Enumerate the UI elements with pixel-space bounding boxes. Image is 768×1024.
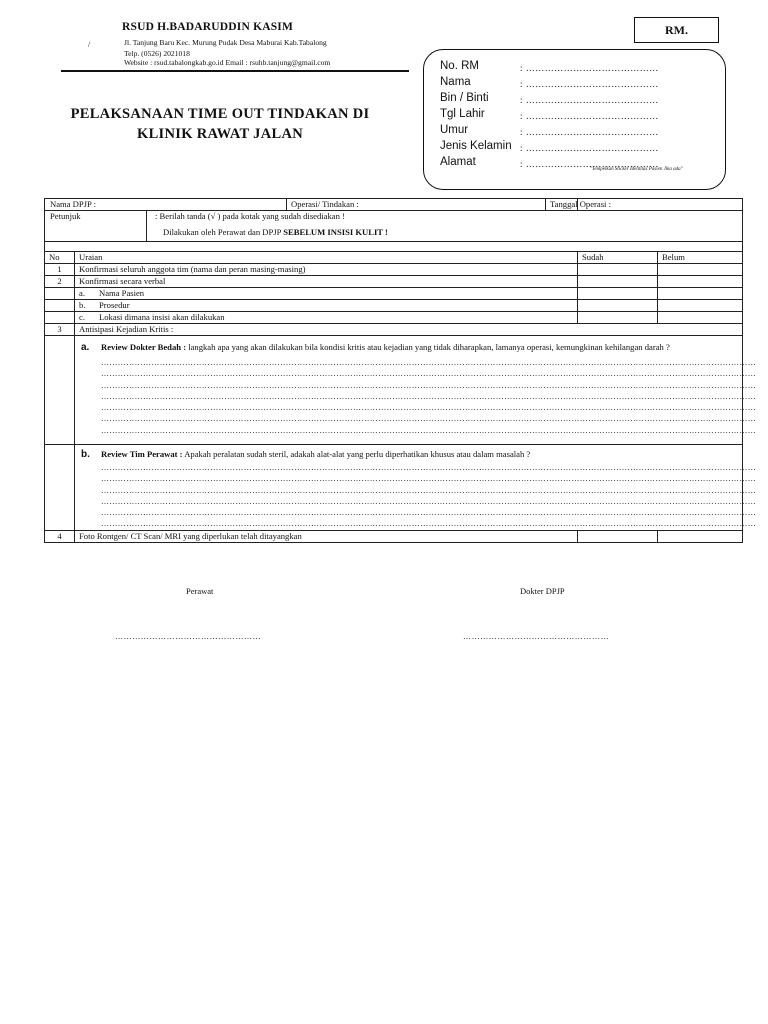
sub-row [75, 312, 578, 324]
signature-role-dokter: Dokter DPJP [520, 586, 565, 596]
sub-row-letter: b. [79, 300, 86, 310]
patient-field-label-alamat: Alamat [440, 156, 476, 168]
answer-line: ……………………………………………………………………………………………………………………………………………………………………………………………………………… [101, 463, 757, 472]
patient-field-label-tgl-lahir: Tgl Lahir [440, 108, 485, 120]
review-dokter-label: Review Dokter Bedah : [101, 342, 187, 352]
review-perawat-label: Review Tim Perawat : [101, 449, 183, 459]
review-dokter-row [45, 336, 743, 445]
petunjuk-instruction: : Berilah tanda (√ ) pada kotak yang sudah disediakan ! [155, 211, 345, 221]
rm-label: RM. [665, 22, 688, 37]
time-out-table [44, 198, 757, 543]
signature-role-perawat: Perawat [186, 586, 214, 596]
petunjuk-label: Petunjuk [45, 211, 147, 241]
sub-row-text: Lokasi dimana insisi akan dilakukan [99, 312, 225, 322]
sub-row [75, 300, 578, 312]
sub-row-text: Prosedur [99, 300, 130, 310]
info-row [45, 199, 743, 211]
form-title [40, 104, 400, 144]
review-dokter-question [81, 338, 736, 357]
patient-field-value-jenis-kelamin[interactable]: : …………………………………… [520, 143, 659, 153]
sudah-checkbox-cell[interactable] [578, 276, 658, 288]
sub-row-letter: a. [79, 288, 85, 298]
table-row [45, 288, 743, 300]
review-perawat-text: Apakah peralatan sudah steril, adakah alat-alat yang perlu diperhatikan khusus atau dalam masalah ? [182, 449, 531, 459]
answer-line: ……………………………………………………………………………………………………………………………………………………………………………………………………………… [101, 519, 757, 529]
review-dokter-answer-lines[interactable] [81, 357, 757, 436]
table-row [45, 530, 743, 542]
tanggal-operasi-field[interactable]: Tanggal Operasi : [545, 199, 742, 210]
sticker-note: "Tempelkan Sticker Identitas Pasien Jika ada" [590, 167, 683, 172]
row-text: Konfirmasi seluruh anggota tim (nama dan peran masing-masing) [75, 264, 578, 276]
header-divider [61, 70, 409, 72]
answer-line: ……………………………………………………………………………………………………………………………………………………………………………………………………………… [101, 380, 757, 390]
answer-line: ……………………………………………………………………………………………………………………………………………………………………………………………………………… [101, 496, 757, 506]
rm-box [634, 17, 719, 43]
row-number [45, 312, 75, 324]
answer-line: ……………………………………………………………………………………………………………………………………………………………………………………………………………… [101, 358, 757, 367]
patient-field-value-bin-binti[interactable]: : …………………………………… [520, 95, 659, 105]
hospital-phone: Telp. (0526) 2021018 [124, 49, 190, 58]
patient-field-value-nama[interactable]: : …………………………………… [520, 79, 659, 89]
row-number [45, 300, 75, 312]
form-title-line-2: KLINIK RAWAT JALAN [136, 126, 303, 142]
patient-field-value-tgl-lahir[interactable]: : …………………………………… [520, 111, 659, 121]
answer-line: ……………………………………………………………………………………………………………………………………………………………………………………………………………… [101, 369, 757, 379]
patient-field-label-jenis-kelamin: Jenis Kelamin [440, 140, 512, 152]
nama-dpjp-field[interactable]: Nama DPJP : [45, 199, 287, 210]
belum-checkbox-cell[interactable] [658, 264, 743, 276]
col-header-no: No [45, 252, 75, 264]
sub-row-letter: c. [79, 312, 85, 322]
patient-field-value-alamat[interactable]: : …………………………………… [520, 159, 659, 169]
slash-mark: / [88, 40, 91, 49]
sudah-checkbox-cell[interactable] [578, 264, 658, 276]
row-number: 4 [45, 530, 75, 542]
signature-line-perawat[interactable]: …………………………………………… [115, 632, 262, 641]
row-text: Foto Rontgen/ CT Scan/ MRI yang diperlukan telah ditayangkan [75, 530, 578, 542]
table-row [45, 276, 743, 288]
spacer-row [45, 242, 743, 252]
patient-field-label-no-rm: No. RM [440, 60, 479, 72]
operasi-tindakan-field[interactable]: Operasi/ Tindakan : [291, 199, 359, 209]
hospital-website-email: Website : rsud.tabalongkab.go.id Email : rsuhb.tanjung@gmail.com [124, 58, 331, 67]
petunjuk-note-bold: SEBELUM INSISI KULIT ! [283, 227, 388, 237]
belum-checkbox-cell[interactable] [658, 288, 743, 300]
row-number: 1 [45, 264, 75, 276]
answer-line: ……………………………………………………………………………………………………………………………………………………………………………………………………………… [101, 508, 757, 518]
answer-line: ……………………………………………………………………………………………………………………………………………………………………………………………………………… [101, 403, 757, 413]
petunjuk-row [45, 211, 743, 242]
sudah-checkbox-cell[interactable] [578, 530, 658, 542]
answer-line: ……………………………………………………………………………………………………………………………………………………………………………………………………………… [101, 474, 757, 484]
sub-row-text: Nama Pasien [99, 288, 145, 298]
table-row [45, 312, 743, 324]
patient-field-label-bin-binti: Bin / Binti [440, 92, 489, 104]
petunjuk-note [155, 227, 742, 238]
sudah-checkbox-cell[interactable] [578, 288, 658, 300]
review-perawat-row [45, 445, 743, 531]
review-dokter-text: langkah apa yang akan dilakukan bila kondisi kritis atau kejadian yang tidak diharapkan, lamanya operasi, kemungkinan kehilangan darah ? [186, 342, 670, 352]
col-header-sudah: Sudah [578, 252, 658, 264]
answer-line: ……………………………………………………………………………………………………………………………………………………………………………………………………………… [101, 391, 757, 401]
form-title-line-1: PELAKSANAAN TIME OUT TINDAKAN DI [70, 106, 370, 122]
patient-field-label-nama: Nama [440, 76, 471, 88]
sudah-checkbox-cell[interactable] [578, 312, 658, 324]
belum-checkbox-cell[interactable] [658, 276, 743, 288]
row-number [45, 288, 75, 300]
answer-line: ……………………………………………………………………………………………………………………………………………………………………………………………………………… [101, 425, 757, 435]
belum-checkbox-cell[interactable] [658, 530, 743, 542]
col-header-belum: Belum [658, 252, 743, 264]
review-dokter-letter: a. [81, 342, 90, 353]
signature-line-dokter[interactable]: …………………………………………… [463, 632, 610, 641]
row-text: Konfirmasi secara verbal [75, 276, 578, 288]
row-number: 2 [45, 276, 75, 288]
patient-field-label-umur: Umur [440, 124, 469, 136]
answer-line: ……………………………………………………………………………………………………………………………………………………………………………………………………………… [101, 485, 757, 495]
review-perawat-question [81, 447, 736, 462]
answer-line: ……………………………………………………………………………………………………………………………………………………………………………………………………………… [101, 414, 757, 424]
hospital-address: Jl. Tanjung Baru Kec. Murung Pudak Desa Maburai Kab.Tabalong [124, 38, 327, 47]
belum-checkbox-cell[interactable] [658, 300, 743, 312]
sudah-checkbox-cell[interactable] [578, 300, 658, 312]
row-number: 3 [45, 324, 75, 336]
col-header-uraian: Uraian [75, 252, 578, 264]
column-header-row [45, 252, 743, 264]
patient-field-value-umur[interactable]: : …………………………………… [520, 127, 659, 137]
row-text: Antisipasi Kejadian Kritis : [75, 324, 743, 336]
hospital-name: RSUD H.BADARUDDIN KASIM [122, 21, 294, 33]
review-perawat-answer-lines[interactable] [81, 462, 757, 530]
table-row [45, 264, 743, 276]
belum-checkbox-cell[interactable] [658, 312, 743, 324]
sub-row [75, 288, 578, 300]
table-row [45, 300, 743, 312]
patient-field-value-no-rm[interactable]: : …………………………………… [520, 63, 659, 73]
petunjuk-note-prefix: Dilakukan oleh Perawat dan DPJP [163, 227, 284, 237]
table-row [45, 324, 743, 336]
review-perawat-letter: b. [81, 449, 90, 460]
